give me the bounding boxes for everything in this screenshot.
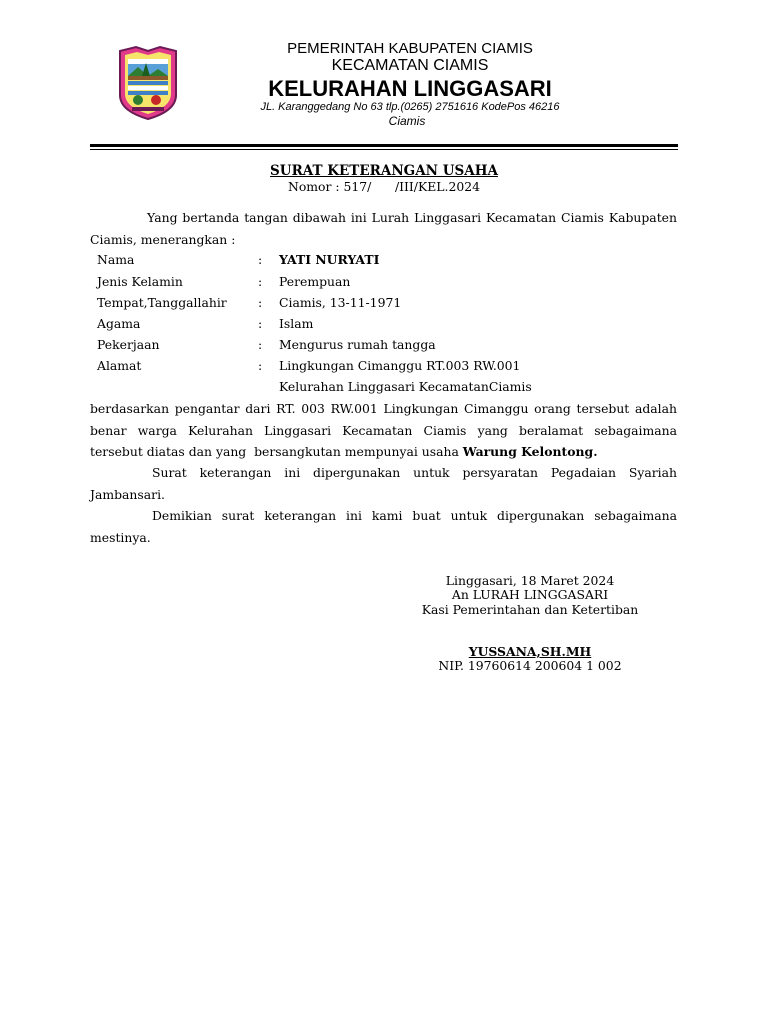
intro-line-1: Yang bertanda tangan dibawah ini Lurah Linggasari Kecamatan Ciamis Kabupaten — [147, 210, 677, 225]
signatory-name: YUSSANA,SH.MH — [468, 644, 592, 659]
header-divider-thin — [90, 149, 678, 150]
document-number: Nomor : 517/ /III/KEL.2024 — [288, 179, 480, 194]
para2-line-2: Jambansari. — [90, 487, 165, 502]
para1-line-1: berdasarkan pengantar dari RT. 003 RW.001 Lingkungan Cimanggu orang tersebut adalah — [90, 401, 677, 416]
business-name: Warung Kelontong. — [462, 444, 598, 459]
intro-line-2: Ciamis, menerangkan : — [90, 232, 236, 247]
signature-on-behalf: An LURAH LINGGASARI — [451, 587, 609, 602]
para1-line-2: benar warga Kelurahan Linggasari Kecamatan Ciamis yang beralamat sebagaimana — [90, 423, 677, 438]
field-label: Tempat,Tanggallahir — [97, 295, 227, 310]
field-row-birth — [97, 295, 617, 313]
field-colon: : — [258, 337, 263, 352]
document-title: SURAT KETERANGAN USAHA — [270, 163, 498, 179]
field-value: Islam — [279, 316, 314, 331]
field-label: Pekerjaan — [97, 337, 160, 352]
field-row-religion — [97, 316, 617, 334]
field-colon: : — [258, 295, 263, 310]
signature-place-date: Linggasari, 18 Maret 2024 — [445, 573, 615, 588]
field-value: YATI NURYATI — [279, 252, 380, 267]
field-value: Mengurus rumah tangga — [279, 337, 436, 352]
field-colon: : — [258, 316, 263, 331]
header-village: KELURAHAN LINGGASARI — [268, 76, 552, 101]
field-row-address — [97, 358, 617, 376]
header-city: Ciamis — [388, 114, 426, 128]
field-row-occupation — [97, 337, 617, 355]
signatory-nip: NIP. 19760614 200604 1 002 — [438, 658, 622, 673]
header-district: KECAMATAN CIAMIS — [331, 57, 489, 74]
field-value: Lingkungan Cimanggu RT.003 RW.001 — [279, 358, 521, 373]
header-address: JL. Karanggedang No 63 tlp.(0265) 2751616 KodePos 46216 — [260, 101, 560, 113]
field-label: Alamat — [97, 358, 142, 373]
para1-line-3-text: tersebut diatas dan yang bersangkutan mempunyai usaha — [90, 444, 463, 459]
address-line-2: Kelurahan Linggasari KecamatanCiamis — [279, 379, 532, 394]
field-row-name — [97, 252, 617, 270]
para1-line-3 — [90, 444, 677, 459]
field-colon: : — [258, 252, 263, 267]
field-row-gender — [97, 274, 617, 292]
para2-line-1: Surat keterangan ini dipergunakan untuk persyaratan Pegadaian Syariah — [152, 465, 677, 480]
field-colon: : — [258, 358, 263, 373]
field-label: Agama — [97, 316, 141, 331]
para3-line-2: mestinya. — [90, 530, 151, 545]
field-value: Ciamis, 13-11-1971 — [279, 295, 402, 310]
field-colon: : — [258, 274, 263, 289]
field-label: Nama — [97, 252, 135, 267]
signature-position: Kasi Pemerintahan dan Ketertiban — [421, 602, 639, 617]
para3-line-1: Demikian surat keterangan ini kami buat untuk dipergunakan sebagaimana — [152, 508, 677, 523]
field-label: Jenis Kelamin — [97, 274, 183, 289]
kabupaten-ciamis-logo — [116, 45, 180, 121]
header-divider-thick — [90, 144, 678, 147]
header-government: PEMERINTAH KABUPATEN CIAMIS — [287, 40, 533, 57]
field-value: Perempuan — [279, 274, 351, 289]
